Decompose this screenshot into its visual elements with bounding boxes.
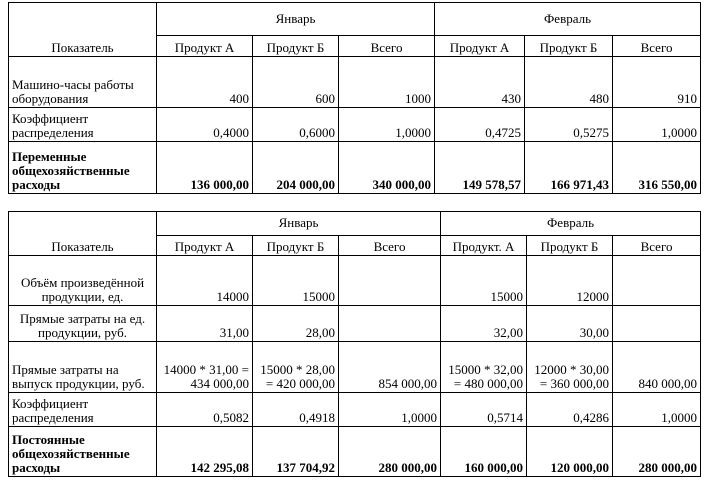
indicator-header: Показатель <box>9 212 157 256</box>
cell: 166 971,43 <box>525 142 613 194</box>
cell: 854 000,00 <box>339 342 441 393</box>
cell: 15000 <box>253 256 339 306</box>
col-header: Продукт А <box>157 236 253 256</box>
cell: 15000 * 28,00 = 420 000,00 <box>253 342 339 393</box>
cell: 316 550,00 <box>613 142 701 194</box>
cell: 14000 <box>157 256 253 306</box>
row-label: Коэффициент распределения <box>9 108 157 142</box>
cell: 28,00 <box>253 306 339 342</box>
row-label: Постоянные общехозяйственные расходы <box>9 427 157 477</box>
cell: 400 <box>157 57 253 108</box>
row-label: Объём произведённой продукции, ед. <box>9 256 157 306</box>
cell: 136 000,00 <box>157 142 253 194</box>
cell: 840 000,00 <box>613 342 701 393</box>
cell: 12000 <box>527 256 613 306</box>
cell: 30,00 <box>527 306 613 342</box>
row-label: Машино-часы работы оборудования <box>9 57 157 108</box>
col-header: Всего <box>339 36 435 57</box>
table-row <box>9 108 701 142</box>
fixed-overhead-table <box>8 211 701 477</box>
indicator-header: Показатель <box>9 3 157 57</box>
cell: 12000 * 30,00 = 360 000,00 <box>527 342 613 393</box>
february-header: Февраль <box>435 3 701 36</box>
cell: 1,0000 <box>613 393 701 427</box>
col-header: Продукт А <box>157 36 253 57</box>
cell: 1,0000 <box>339 393 441 427</box>
cell: 1,0000 <box>613 108 701 142</box>
cell <box>339 306 441 342</box>
cell <box>613 256 701 306</box>
cell: 0,4286 <box>527 393 613 427</box>
col-header: Продукт А <box>435 36 525 57</box>
col-header: Продукт. А <box>441 236 527 256</box>
cell: 340 000,00 <box>339 142 435 194</box>
january-header: Январь <box>157 212 441 236</box>
cell: 1,0000 <box>339 108 435 142</box>
cell: 31,00 <box>157 306 253 342</box>
cell <box>613 306 701 342</box>
cell: 1000 <box>339 57 435 108</box>
cell: 600 <box>253 57 339 108</box>
col-header: Продукт Б <box>253 236 339 256</box>
cell: 430 <box>435 57 525 108</box>
row-label: Прямые затраты на выпуск продукции, руб. <box>9 342 157 393</box>
col-header: Продукт Б <box>253 36 339 57</box>
col-header: Всего <box>613 36 701 57</box>
february-header: Февраль <box>441 212 701 236</box>
cell: 149 578,57 <box>435 142 525 194</box>
january-header: Январь <box>157 3 435 36</box>
cell: 0,4918 <box>253 393 339 427</box>
variable-overhead-table <box>8 2 701 194</box>
cell: 120 000,00 <box>527 427 613 477</box>
cell: 0,5714 <box>441 393 527 427</box>
row-label: Переменные общехозяйственные расходы <box>9 142 157 194</box>
cell: 14000 * 31,00 = 434 000,00 <box>157 342 253 393</box>
table-row <box>9 57 701 108</box>
table-row <box>9 427 701 477</box>
col-header: Продукт Б <box>525 36 613 57</box>
cell: 137 704,92 <box>253 427 339 477</box>
cell <box>339 256 441 306</box>
row-label: Прямые затраты на ед. продукции, руб. <box>9 306 157 342</box>
cell: 204 000,00 <box>253 142 339 194</box>
cell: 32,00 <box>441 306 527 342</box>
table-row <box>9 256 701 306</box>
col-header: Всего <box>339 236 441 256</box>
col-header: Всего <box>613 236 701 256</box>
row-label: Коэффициент распределения <box>9 393 157 427</box>
cell: 160 000,00 <box>441 427 527 477</box>
col-header: Продукт Б <box>527 236 613 256</box>
cell: 142 295,08 <box>157 427 253 477</box>
cell: 280 000,00 <box>613 427 701 477</box>
cell: 0,4000 <box>157 108 253 142</box>
cell: 910 <box>613 57 701 108</box>
cell: 15000 <box>441 256 527 306</box>
cell: 15000 * 32,00 = 480 000,00 <box>441 342 527 393</box>
cell: 0,5082 <box>157 393 253 427</box>
table-row <box>9 142 701 194</box>
cell: 280 000,00 <box>339 427 441 477</box>
cell: 0,6000 <box>253 108 339 142</box>
table-row <box>9 306 701 342</box>
cell: 480 <box>525 57 613 108</box>
cell: 0,5275 <box>525 108 613 142</box>
table-row <box>9 342 701 393</box>
cell: 0,4725 <box>435 108 525 142</box>
table-row <box>9 393 701 427</box>
